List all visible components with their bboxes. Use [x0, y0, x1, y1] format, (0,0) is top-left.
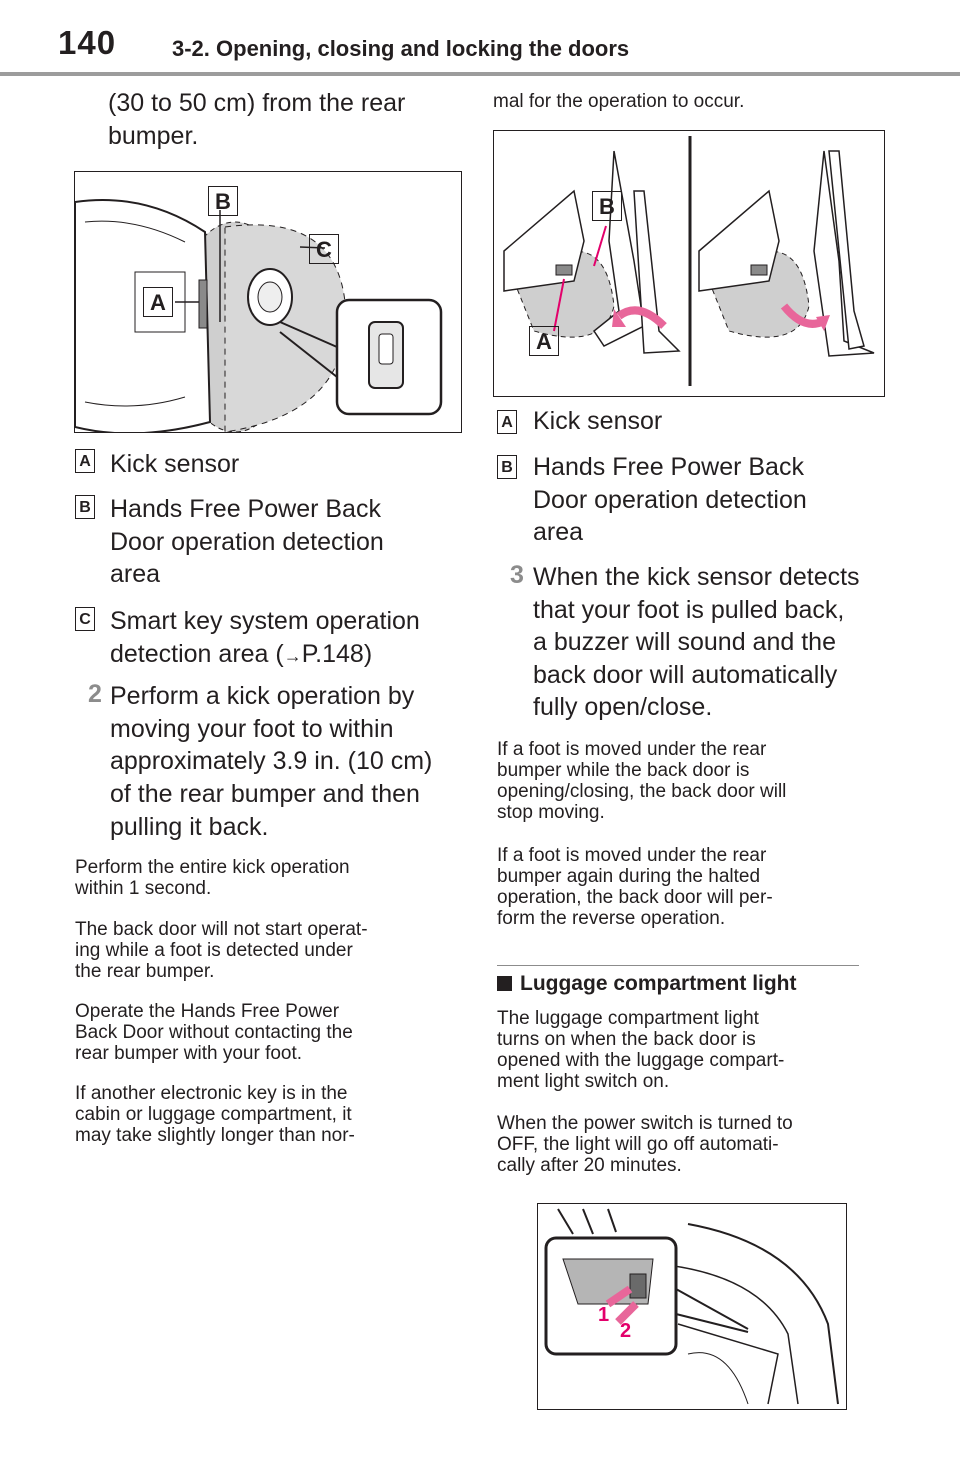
figure-3-callout-2: 2	[620, 1320, 632, 1342]
luggage-p2-line: OFF, the light will go off automati-	[497, 1134, 779, 1155]
luggage-paragraph-1	[497, 1008, 784, 1092]
note-3	[75, 1001, 353, 1064]
intro-line-1: (30 to 50 cm) from the rear	[108, 89, 406, 117]
luggage-heading-text: Luggage compartment light	[520, 972, 797, 995]
legend-key-a: A	[75, 449, 95, 473]
legend-key-c: C	[75, 607, 95, 631]
note-4	[75, 1083, 355, 1146]
note-6-line: form the reverse operation.	[497, 908, 726, 929]
figure-kick-sensor-top-view	[74, 171, 462, 433]
note-5-line: opening/closing, the back door will	[497, 781, 787, 802]
legend-text-b-1: Hands Free Power Back	[110, 495, 381, 523]
step-3-line-1: When the kick sensor detects	[533, 563, 860, 591]
step-2-number: 2	[88, 680, 102, 708]
note-4-line: may take slightly longer than nor-	[75, 1125, 355, 1146]
note-3-line: Back Door without contacting the	[75, 1022, 353, 1043]
step-2-line-3: approximately 3.9 in. (10 cm)	[110, 747, 433, 775]
note-3-line: Operate the Hands Free Power	[75, 1001, 340, 1022]
note-6-line: If a foot is moved under the rear	[497, 845, 767, 866]
page-reference-link[interactable]: P.148)	[301, 640, 373, 668]
figure-kick-operation-side-view	[493, 130, 885, 397]
page-header	[0, 0, 960, 78]
step-2-line-2: moving your foot to within	[110, 715, 394, 743]
step-3-number: 3	[510, 561, 524, 589]
note-2-line: the rear bumper.	[75, 961, 215, 982]
note-2-line: The back door will not start operat-	[75, 919, 368, 940]
legend-text-b-2: Door operation detection	[110, 528, 384, 556]
figure-1-callout-b: B	[208, 186, 238, 216]
legend-text-c-2	[110, 638, 372, 672]
arrow-ref-icon: →	[283, 646, 302, 666]
note-1	[75, 857, 350, 899]
legend-key-b-right: B	[497, 455, 517, 479]
step-2-line-5: pulling it back.	[110, 813, 269, 841]
luggage-p1-line: opened with the luggage compart-	[497, 1050, 785, 1071]
note-2-line: ing while a foot is detected under	[75, 940, 353, 961]
page-number: 140	[58, 24, 117, 61]
note-5-line: stop moving.	[497, 802, 605, 823]
section-title: 3-2. Opening, closing and locking the doors	[172, 36, 630, 61]
legend-text-b-right-3: area	[533, 518, 584, 546]
note-6-line: operation, the back door will per-	[497, 887, 773, 908]
note-5-line: If a foot is moved under the rear	[497, 739, 767, 760]
legend-key-b: B	[75, 495, 95, 519]
legend-text-a: Kick sensor	[110, 450, 240, 478]
figure-3-illustration	[538, 1204, 846, 1409]
note-1-line: within 1 second.	[75, 878, 212, 899]
figure-2-callout-a: A	[529, 326, 559, 356]
luggage-p1-line: ment light switch on.	[497, 1071, 670, 1092]
legend-key-a-right: A	[497, 410, 517, 434]
intro-line-2: bumper.	[108, 122, 199, 150]
step-2-line-1: Perform a kick operation by	[110, 682, 415, 710]
figure-1-callout-a: A	[143, 287, 173, 317]
figure-1-callout-c: C	[309, 234, 339, 264]
note-6-line: bumper again during the halted	[497, 866, 761, 887]
legend-text-b-3: area	[110, 560, 161, 588]
header-rule	[0, 72, 960, 76]
figure-2-illustration	[494, 131, 884, 396]
step-2-line-4: of the rear bumper and then	[110, 780, 420, 808]
square-bullet-icon	[497, 976, 512, 991]
figure-luggage-light-switch	[537, 1203, 847, 1410]
step-3-line-5: fully open/close.	[533, 693, 713, 721]
figure-3-callout-1: 1	[598, 1304, 610, 1326]
step-3-line-3: a buzzer will sound and the	[533, 628, 836, 656]
note-4-line: cabin or luggage compartment, it	[75, 1104, 352, 1125]
luggage-heading	[497, 972, 797, 996]
note-3-line: rear bumper with your foot.	[75, 1043, 303, 1064]
luggage-p2-line: When the power switch is turned to	[497, 1113, 793, 1134]
legend-text-c-1: Smart key system operation	[110, 607, 420, 635]
luggage-paragraph-2	[497, 1113, 793, 1176]
legend-text-b-right-2: Door operation detection	[533, 486, 807, 514]
note-5-line: bumper while the back door is	[497, 760, 750, 781]
step-3-line-2: that your foot is pulled back,	[533, 596, 845, 624]
step-3-line-4: back door will automatically	[533, 661, 838, 689]
note-5	[497, 739, 786, 823]
legend-text-a-right: Kick sensor	[533, 407, 663, 435]
luggage-p2-line: cally after 20 minutes.	[497, 1155, 682, 1176]
section-divider	[497, 965, 859, 966]
continuation-text: mal for the operation to occur.	[493, 91, 745, 112]
figure-2-callout-b: B	[592, 191, 622, 221]
luggage-p1-line: The luggage compartment light	[497, 1008, 759, 1029]
note-4-line: If another electronic key is in the	[75, 1083, 348, 1104]
legend-text-c-2-prefix: detection area (	[110, 640, 284, 668]
note-1-line: Perform the entire kick operation	[75, 857, 350, 878]
note-6	[497, 845, 773, 929]
legend-text-b-right-1: Hands Free Power Back	[533, 453, 804, 481]
figure-1-illustration	[75, 172, 461, 432]
note-2	[75, 919, 368, 982]
luggage-p1-line: turns on when the back door is	[497, 1029, 756, 1050]
